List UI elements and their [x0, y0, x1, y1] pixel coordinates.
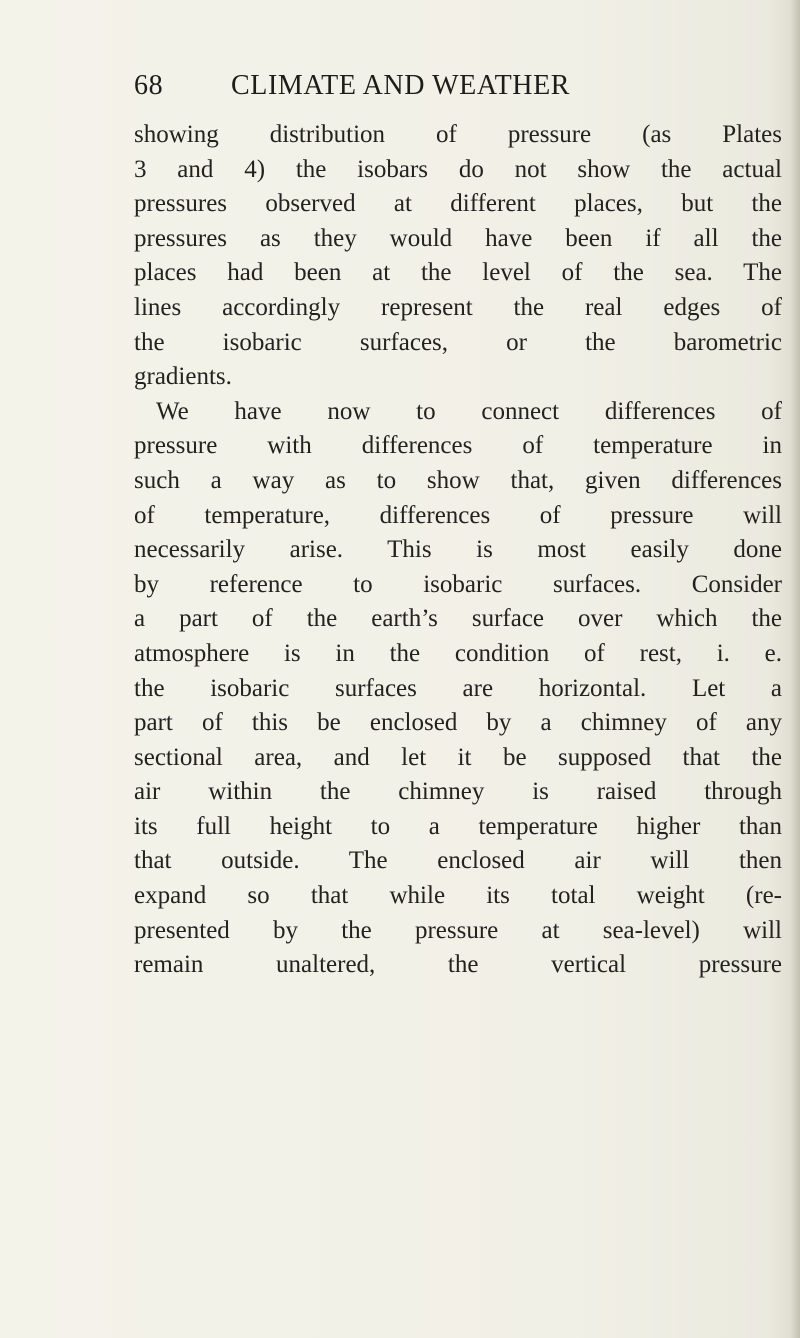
running-title: CLIMATE AND WEATHER	[231, 70, 571, 101]
text-line: expand so that while its total weight (re-	[134, 882, 782, 910]
text-line: by reference to isobaric surfaces. Consider	[134, 570, 782, 598]
text-line: 3 and 4) the isobars do not show the actual	[134, 155, 782, 183]
text-line: its full height to a temperature higher than	[134, 812, 782, 840]
text-line: pressures as they would have been if all the	[134, 224, 782, 252]
paragraph-1	[134, 118, 782, 395]
text-line: showing distribution of pressure (as Plates	[134, 121, 782, 148]
text-line: a part of the earth’s surface over which the	[134, 605, 782, 633]
text-line: remain unaltered, the vertical pressure	[134, 951, 782, 979]
text-line: We have now to connect differences of	[156, 397, 782, 425]
text-line: pressure with differences of temperature in	[134, 432, 782, 460]
text-line: places had been at the level of the sea. The	[134, 259, 782, 287]
text-line: such a way as to show that, given differences	[134, 466, 782, 494]
body-text	[134, 118, 782, 983]
text-line: the isobaric surfaces, or the barometric	[134, 328, 782, 356]
text-line: that outside. The enclosed air will then	[134, 847, 782, 875]
text-line: presented by the pressure at sea-level) will	[134, 916, 782, 944]
page-header	[134, 70, 714, 110]
page-number: 68	[134, 70, 164, 101]
text-line: gradients.	[134, 363, 232, 391]
text-line: part of this be enclosed by a chimney of any	[134, 709, 782, 737]
text-line: of temperature, differences of pressure will	[134, 501, 782, 529]
paragraph-2	[134, 395, 782, 983]
text-line: lines accordingly represent the real edges of	[134, 293, 782, 321]
text-line: the isobaric surfaces are horizontal. Let a	[134, 674, 782, 702]
text-line: atmosphere is in the condition of rest, i. e.	[134, 639, 782, 667]
text-line: sectional area, and let it be supposed that the	[134, 743, 782, 771]
text-line: air within the chimney is raised through	[134, 778, 782, 806]
text-line: pressures observed at different places, but the	[134, 190, 782, 218]
text-line: necessarily arise. This is most easily done	[134, 536, 782, 564]
page-edge-shadow	[790, 0, 800, 1338]
